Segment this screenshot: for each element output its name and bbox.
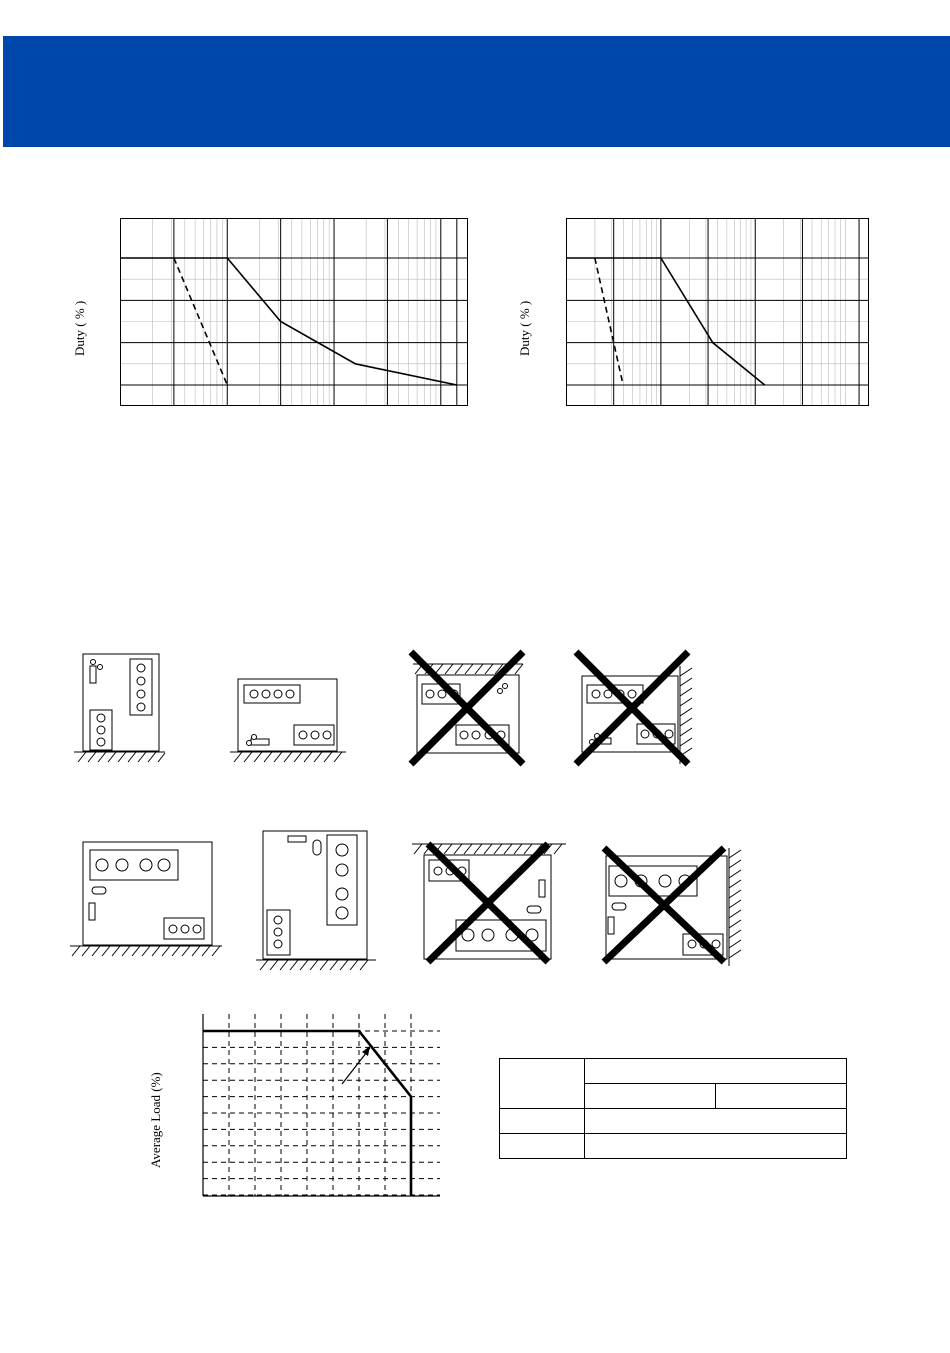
table-cell (585, 1059, 847, 1084)
table-row (500, 1134, 847, 1159)
table-cell (585, 1084, 716, 1109)
spec-table (499, 1058, 847, 1159)
header-band (3, 36, 950, 147)
table-cell (716, 1084, 847, 1109)
duty-right-ylabel: Duty ( % ) (517, 300, 532, 356)
mounting-diagram-2 (228, 676, 352, 768)
mounting-diagram-5 (66, 838, 226, 960)
table-cell (500, 1134, 585, 1159)
table-row (500, 1109, 847, 1134)
mounting-diagram-1 (70, 650, 170, 768)
load-derating-chart (202, 1012, 442, 1200)
mounting-diagram-3-ng (405, 648, 530, 770)
duty-left-ylabel: Duty ( % ) (72, 300, 87, 356)
table-cell (585, 1134, 847, 1159)
table-cell (585, 1109, 847, 1134)
chart-frame (121, 219, 468, 406)
mounting-diagram-7-ng (410, 838, 570, 968)
table-cell (500, 1109, 585, 1134)
load-ylabel: Average Load (%) (148, 1072, 163, 1168)
duty-chart-right (566, 218, 869, 406)
duty-chart-left (120, 218, 468, 406)
mounting-diagram-4-ng (570, 648, 698, 770)
mounting-diagram-6 (254, 828, 380, 973)
table-cell (500, 1059, 585, 1109)
table-row (500, 1059, 847, 1084)
mounting-diagram-8-ng (598, 840, 748, 970)
